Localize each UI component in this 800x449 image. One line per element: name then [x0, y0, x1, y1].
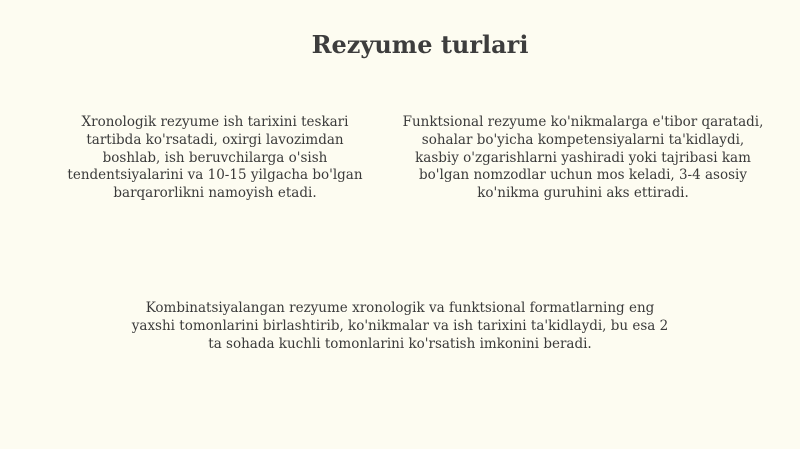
- slide-title: Rezyume turlari: [311, 30, 529, 59]
- combination-resume-paragraph: Kombinatsiyalangan rezyume xronologik va funktsional formatlarning eng yaxshi tomonlarini birlashtirib, ko'nikmalar va ish tarixini ta'kidlaydi, bu esa 2 ta sohada kuchli tomonlarini ko'rsatish imkonini beradi.: [131, 300, 669, 352]
- chronological-resume-paragraph: Xronologik rezyume ish tarixini teskari tartibda ko'rsatadi, oxirgi lavozimdan boshlab, ish beruvchilarga o'sish tendentsiyalarini va 10-15 yilgacha bo'lgan barqarorlikni namoyish etadi.: [67, 114, 363, 202]
- functional-resume-paragraph: Funktsional rezyume ko'nikmalarga e'tibor qaratadi, sohalar bo'yicha kompetensiyalarni ta'kidlaydi, kasbiy o'zgarishlarni yashiradi yoki tajribasi kam bo'lgan nomzodlar uchun mos keladi, 3-4 asosiy ko'nikma guruhini aks ettiradi.: [402, 114, 764, 202]
